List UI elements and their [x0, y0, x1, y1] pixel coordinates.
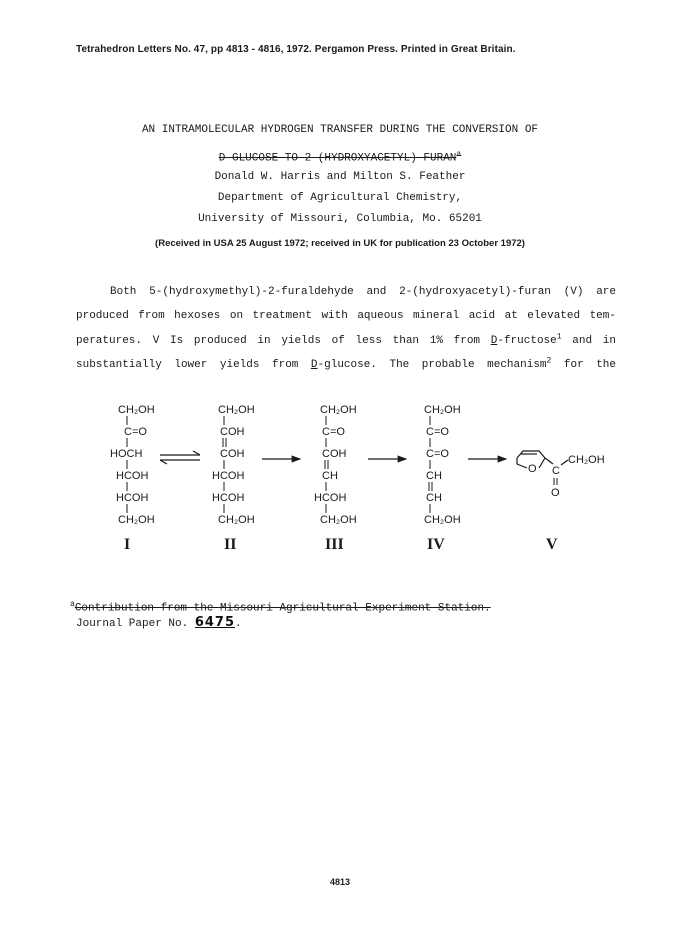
department: Department of Agricultural Chemistry, [217, 192, 463, 204]
structure-IV-atom-4: CH [426, 470, 442, 482]
compound-label-V: V [546, 536, 558, 553]
handwritten-paper-number: 6475 [194, 615, 236, 630]
body-line-4-c: -glucose. The probable mechanism [317, 358, 547, 371]
carbonyl-carbon: C [552, 465, 560, 477]
compound-label-II: II [224, 536, 237, 553]
d-prefix-fructose: D [490, 334, 498, 347]
structure-I-atom-3: HOCH [110, 448, 143, 460]
compound-label-I: I [124, 536, 131, 553]
d-prefix-glucose: D [310, 358, 318, 371]
ring-carbon-bond [545, 458, 553, 464]
footnote-mark: a [70, 600, 75, 609]
carbonyl-double-bond [554, 478, 557, 485]
footnote-line-1 [70, 600, 491, 615]
title-line-2-text: D-GLUCOSE TO 2-(HYDROXYACETYL)-FURAN [218, 152, 457, 165]
structure-III-atom-2: C=O [322, 426, 345, 438]
structure-II-atom-1: CH₂OH [218, 404, 255, 416]
structure-I-atom-2: C=O [124, 426, 147, 438]
structure-IV-atom-1: CH₂OH [424, 404, 461, 416]
structure-I-atom-5: HCOH [116, 492, 149, 504]
structure-IV-atom-3: C=O [426, 448, 449, 460]
journal-header: Tetrahedron Letters No. 47, pp 4813 - 4816, 1972. Pergamon Press. Printed in Great Britain. [76, 44, 516, 55]
structure-IV [424, 404, 461, 526]
hydroxymethyl-group: CH₂OH [568, 454, 605, 466]
structure-III-atom-5: HCOH [314, 492, 347, 504]
footnote-paper-suffix: . [235, 618, 242, 630]
structure-III-atom-1: CH₂OH [320, 404, 357, 416]
structure-II-atom-5: HCOH [212, 492, 245, 504]
structure-I-atom-1: CH₂OH [118, 404, 155, 416]
university: University of Missouri, Columbia, Mo. 65201 [198, 213, 482, 225]
structure-III [314, 404, 357, 526]
body-line-3-e: and in [561, 334, 616, 347]
structure-III-atom-6: CH₂OH [320, 514, 357, 526]
structure-II [212, 404, 255, 526]
body-line-2: produced from hexoses on treatment with aqueous mineral acid at elevated tem- [76, 310, 616, 323]
compound-label-III: III [325, 536, 344, 553]
structure-III-atom-4: CH [322, 470, 338, 482]
structure-III-atom-3: COH [322, 448, 347, 460]
article-title-line-2 [0, 150, 680, 165]
structure-II-atom-3: COH [220, 448, 245, 460]
structure-II-atom-2: COH [220, 426, 245, 438]
reference-2: 2 [546, 356, 552, 366]
body-line-3-a: peratures. V Is produced in yields of less than 1% from [76, 334, 491, 347]
footnote-line-2 [76, 615, 242, 630]
structure-I-atom-6: CH₂OH [118, 514, 155, 526]
body-line-1: Both 5-(hydroxymethyl)-2-furaldehyde and 2-(hydroxyacetyl)-furan (V) are [110, 286, 616, 298]
compound-label-IV: IV [427, 536, 445, 553]
structure-I [110, 404, 155, 526]
carbonyl-oxygen: O [551, 487, 560, 499]
structure-II-atom-4: HCOH [212, 470, 245, 482]
structure-IV-atom-2: C=O [426, 426, 449, 438]
article-title-line-1: AN INTRAMOLECULAR HYDROGEN TRANSFER DURING THE CONVERSION OF [141, 124, 539, 136]
structure-V [517, 451, 605, 499]
received-dates: (Received in USA 25 August 1972; received in UK for publication 23 October 1972) [155, 238, 525, 249]
equilibrium-arrows [160, 451, 200, 464]
title-footnote-mark: a [456, 150, 462, 159]
body-line-4 [76, 353, 616, 377]
furan-ring-oxygen: O [528, 463, 537, 475]
structure-I-atom-4: HCOH [116, 470, 149, 482]
reference-1: 1 [556, 331, 562, 341]
footnote-text: Contribution from the Missouri Agricultural Experiment Station. [74, 602, 491, 615]
page-number: 4813 [329, 877, 351, 887]
reaction-scheme [0, 396, 680, 536]
footnote-paper-prefix: Journal Paper No. [76, 618, 195, 630]
structure-IV-atom-6: CH₂OH [424, 514, 461, 526]
body-line-3-c: -fructose [497, 334, 557, 347]
body-line-3 [76, 329, 616, 353]
body-paragraph [76, 280, 616, 377]
authors: Donald W. Harris and Milton S. Feather [214, 171, 466, 183]
side-chain-bond [561, 460, 568, 465]
structure-IV-atom-5: CH [426, 492, 442, 504]
body-line-4-a: substantially lower yields from [76, 358, 311, 371]
structure-II-atom-6: CH₂OH [218, 514, 255, 526]
body-line-4-e: for the [551, 358, 616, 371]
